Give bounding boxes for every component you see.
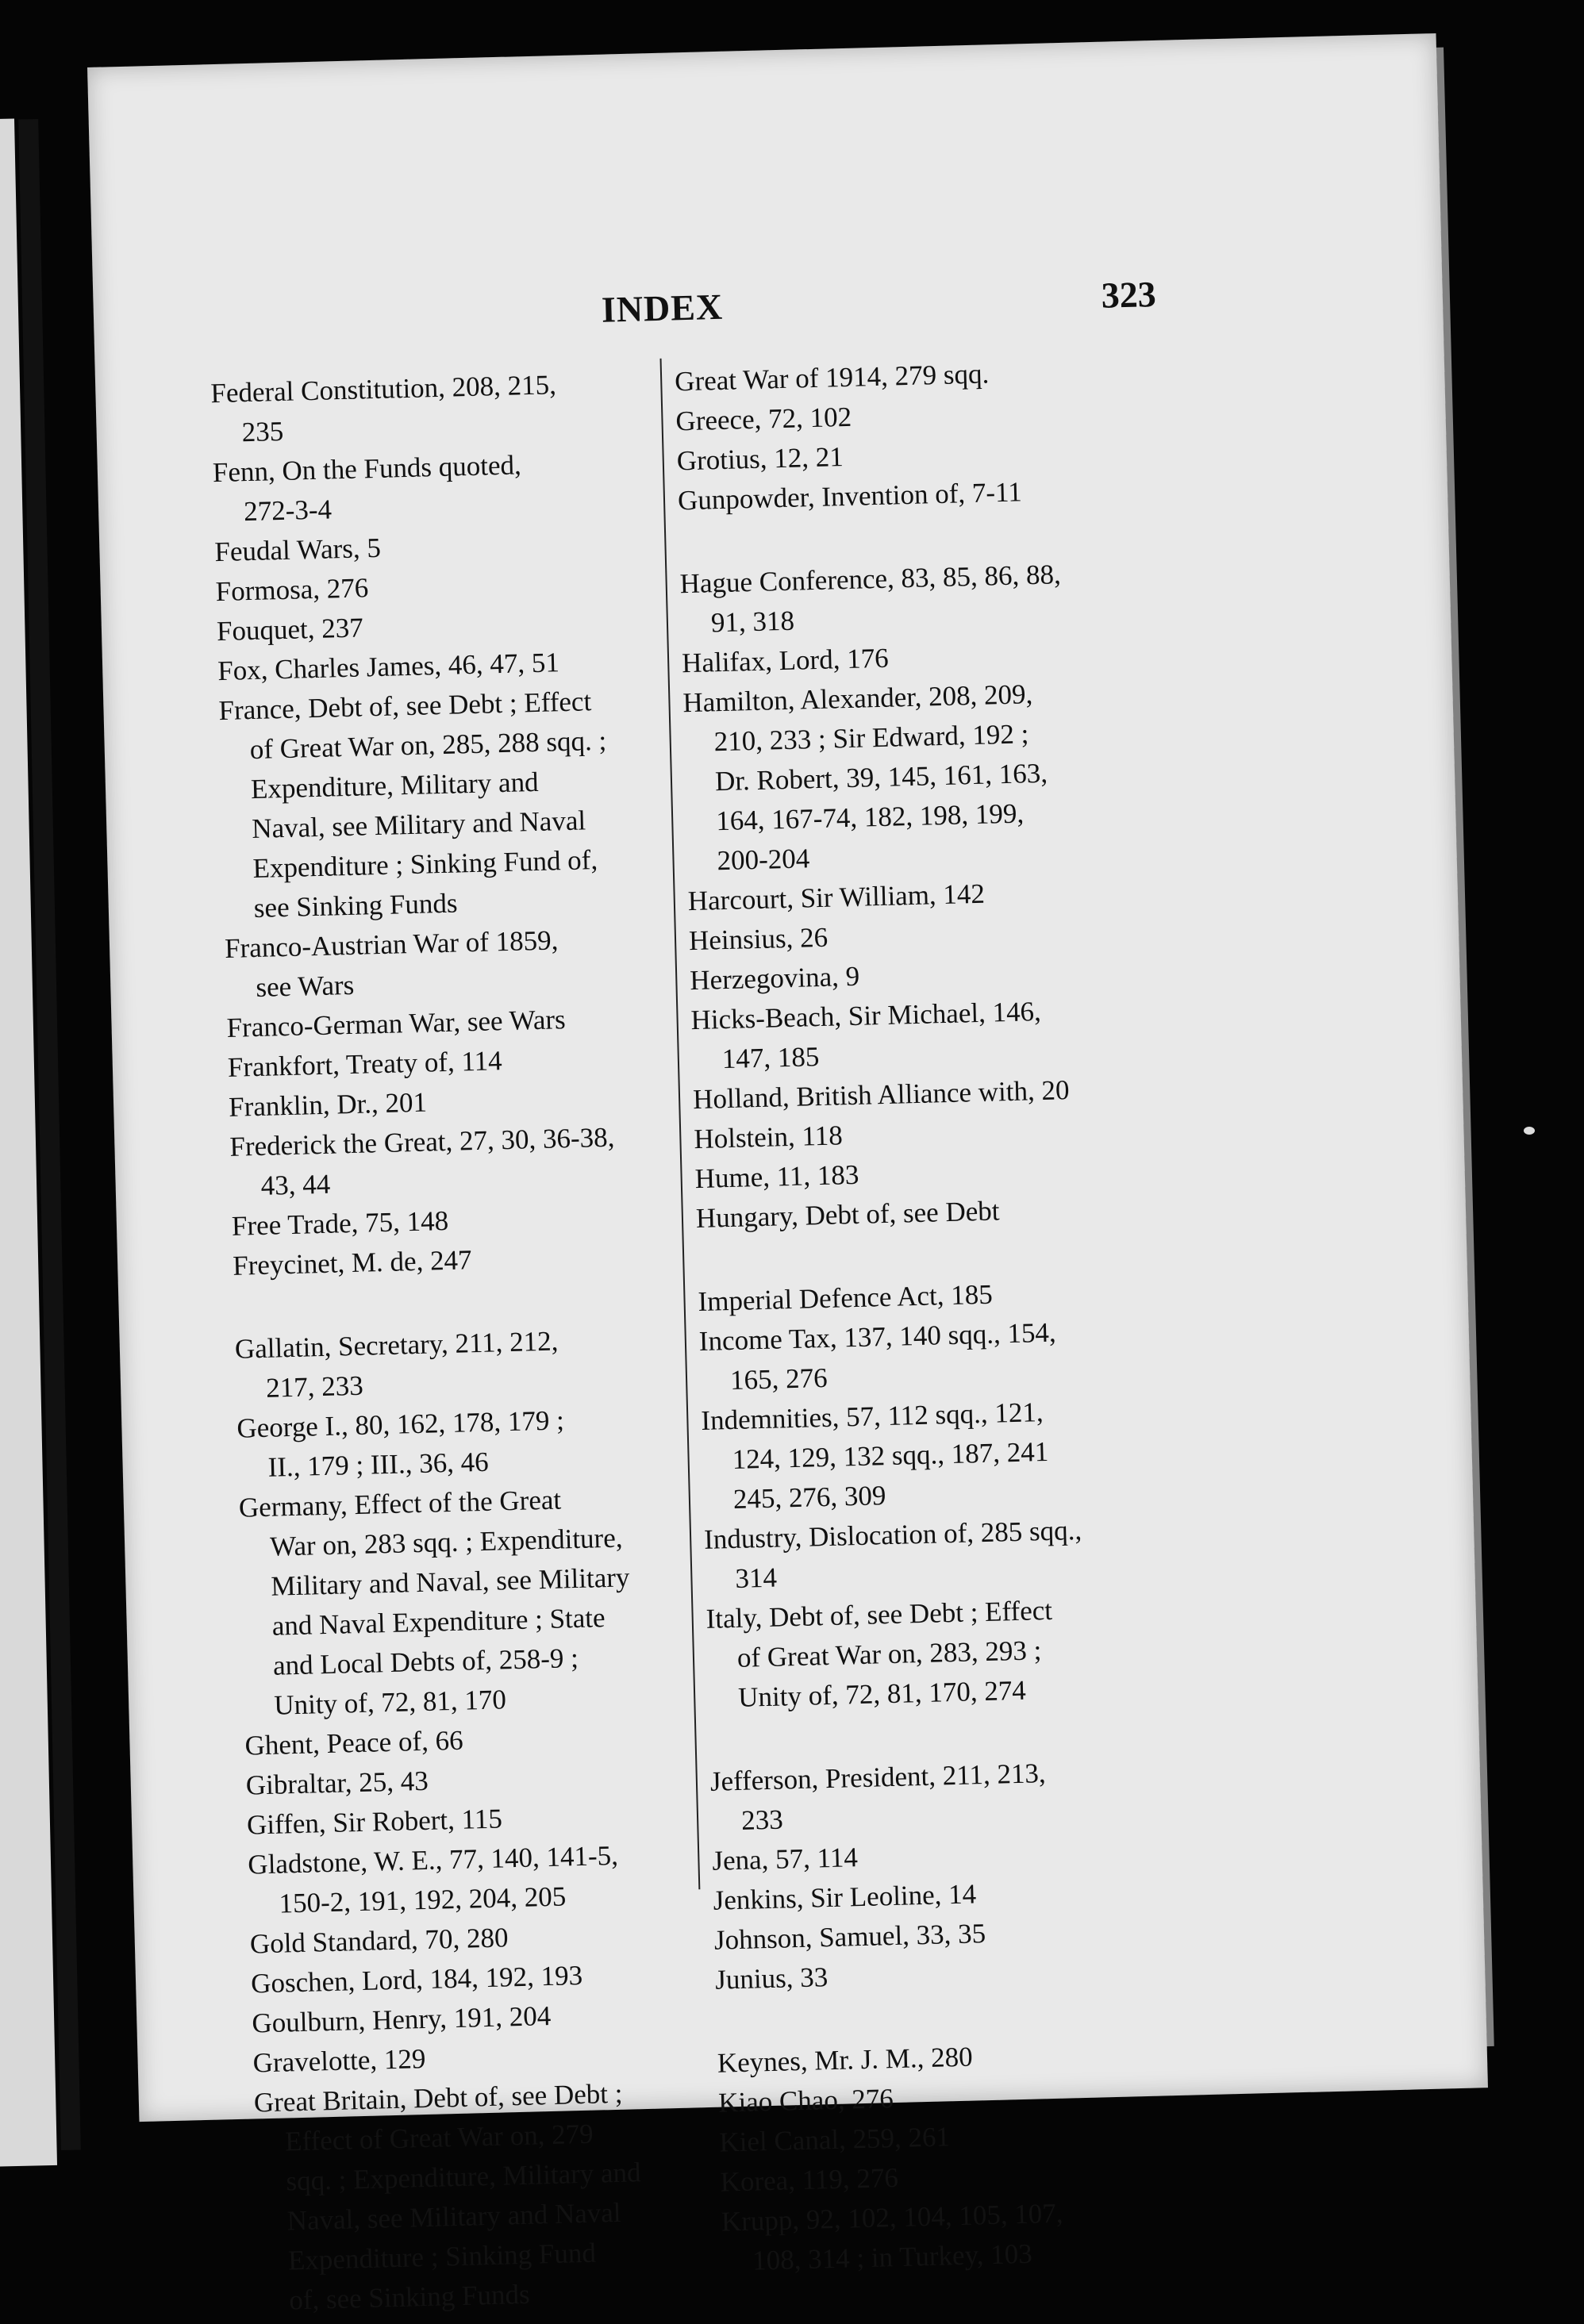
- page-number: 323: [1101, 274, 1157, 316]
- index-entry-line: War on, 283 sqq. ; Expenditure,: [269, 1522, 623, 1562]
- index-entry-line: and Local Debts of, 258-9 ;: [272, 1642, 579, 1681]
- index-entry-line: Freycinet, M. de, 247: [232, 1244, 473, 1281]
- index-entry-line: Frankfort, Treaty of, 114: [227, 1045, 503, 1083]
- index-entry: [212, 441, 690, 532]
- index-entry-line: Military and Naval, see Military: [271, 1561, 630, 1602]
- index-entry: [218, 679, 700, 929]
- index-entry-line: George I., 80, 162, 178, 179 ;: [236, 1404, 565, 1444]
- index-entry-line: Great Britain, Debt of, see Debt ;: [253, 2077, 623, 2118]
- index-entry-line: Grotius, 12, 21: [676, 441, 844, 477]
- index-entry-line: Gunpowder, Invention of, 7-11: [677, 476, 1023, 517]
- book-page: [87, 33, 1488, 2316]
- index-entry-line: 272-3-4: [243, 494, 333, 528]
- index-entry-line: Krupp, 92, 102, 104, 105, 107,: [721, 2197, 1064, 2238]
- index-entry-line: Unity of, 72, 81, 170: [273, 1684, 507, 1721]
- index-entry: [248, 1833, 725, 1924]
- index-entry-line: France, Debt of, see Debt ; Effect: [218, 686, 592, 727]
- index-entry-line: Kiel Canal, 259, 261: [718, 2121, 951, 2158]
- index-entry-line: Holstein, 118: [693, 1120, 844, 1155]
- index-entry-line: Imperial Defence Act, 185: [698, 1278, 994, 1318]
- index-entry-line: Expenditure ; Sinking Fund: [287, 2237, 597, 2276]
- index-entry-line: Johnson, Samuel, 33, 35: [713, 1918, 986, 1956]
- dust-speck: [1524, 1127, 1535, 1135]
- index-entry: [682, 671, 1163, 882]
- index-entry-line: Industry, Dislocation of, 285 sqq.,: [703, 1514, 1082, 1555]
- index-title: INDEX: [601, 286, 724, 330]
- index-entry-line: Greece, 72, 102: [675, 401, 852, 437]
- index-entry-line: Jenkins, Sir Leoline, 14: [713, 1878, 977, 1916]
- index-entry-line: Gladstone, W. E., 77, 140, 141-5,: [247, 1839, 619, 1880]
- index-entry-line: Unity of, 72, 81, 170, 274: [737, 1674, 1027, 1713]
- index-entry-line: 164, 167-74, 182, 198, 199,: [715, 797, 1025, 837]
- index-entry-line: of, see Sinking Funds: [288, 2278, 531, 2316]
- index-entry-line: Gravelotte, 129: [252, 2043, 426, 2079]
- index-entry-line: Expenditure ; Sinking Fund of,: [252, 844, 598, 885]
- index-entry-line: Heinsius, 26: [688, 921, 829, 957]
- index-entry-line: 233: [740, 1804, 784, 1836]
- index-entry-line: of Great War on, 283, 293 ;: [736, 1634, 1042, 1673]
- index-entry-line: Great War of 1914, 279 sqq.: [674, 358, 990, 398]
- index-entry-line: Fox, Charles James, 46, 47, 51: [217, 647, 560, 687]
- index-entry-line: Keynes, Mr. J. M., 280: [717, 2041, 974, 2079]
- index-entry-line: Hague Conference, 83, 85, 86, 88,: [679, 559, 1062, 600]
- index-entry-line: Ghent, Peace of, 66: [244, 1724, 464, 1761]
- index-entry-line: and Naval Expenditure ; State: [271, 1602, 606, 1642]
- index-entry-line: 314: [734, 1561, 778, 1594]
- index-entry-line: Naval, see Military and Naval: [251, 805, 586, 845]
- index-entry: [236, 1397, 714, 1489]
- index-entry-line: Fenn, On the Funds quoted,: [212, 449, 522, 489]
- index-entry-line: II., 179 ; III., 36, 46: [267, 1446, 490, 1483]
- index-entry-line: see Sinking Funds: [253, 887, 458, 924]
- index-entry-line: Hicks-Beach, Sir Michael, 146,: [690, 995, 1042, 1036]
- index-entry-line: Feudal Wars, 5: [214, 532, 382, 568]
- index-entry-line: Income Tax, 137, 140 sqq., 154,: [698, 1316, 1057, 1358]
- index-entry-line: Halifax, Lord, 176: [681, 642, 890, 679]
- index-column-right: [675, 350, 1199, 2281]
- index-entry-line: Franco-German War, see Wars: [226, 1004, 567, 1043]
- index-entry-line: 43, 44: [260, 1168, 331, 1201]
- index-entry-line: Franco-Austrian War of 1859,: [224, 924, 559, 964]
- index-entry-line: Formosa, 276: [215, 572, 369, 608]
- index-entry-line: Herzegovina, 9: [689, 960, 860, 997]
- index-entry-line: Dr. Robert, 39, 145, 161, 163,: [714, 757, 1048, 797]
- index-entry-line: Junius, 33: [714, 1961, 829, 1996]
- index-entry-line: Jefferson, President, 211, 213,: [709, 1757, 1047, 1797]
- index-entry-line: 200-204: [717, 843, 810, 877]
- index-entry-line: Free Trade, 75, 148: [231, 1204, 449, 1242]
- index-entry-line: Holland, British Alliance with, 20: [692, 1074, 1070, 1116]
- index-entry: [709, 1750, 1187, 1842]
- index-entry-line: 108, 314 ; in Turkey, 103: [752, 2238, 1033, 2276]
- index-entry: [253, 2071, 735, 2321]
- index-entry-line: Effect of Great War on, 279: [284, 2118, 594, 2157]
- index-entry-line: 150-2, 191, 192, 204, 205: [279, 1880, 567, 1919]
- index-entry-line: Hume, 11, 183: [694, 1158, 859, 1195]
- index-entry-line: Franklin, Dr., 201: [228, 1086, 428, 1123]
- index-entry-line: Goschen, Lord, 184, 192, 193: [250, 1959, 583, 1999]
- index-entry-line: 165, 276: [729, 1362, 829, 1396]
- index-entry-line: Federal Constitution, 208, 215,: [210, 369, 557, 409]
- index-entry-line: Kiao Chao, 276: [717, 2083, 894, 2118]
- index-entry-line: Expenditure, Military and: [250, 766, 540, 805]
- index-entry-line: Italy, Debt of, see Debt ; Effect: [705, 1594, 1053, 1634]
- index-entry-line: Hamilton, Alexander, 208, 209,: [682, 678, 1033, 719]
- index-entry: [704, 1508, 1182, 1600]
- index-entry-line: Jena, 57, 114: [711, 1842, 859, 1876]
- index-entry-line: 245, 276, 309: [732, 1480, 886, 1515]
- index-entry: [690, 989, 1168, 1080]
- index-entry-line: Naval, see Military and Naval: [286, 2196, 621, 2237]
- index-entry: [210, 362, 688, 453]
- index-entry-line: 210, 233 ; Sir Edward, 192 ;: [713, 718, 1029, 758]
- index-entry-line: Indemnities, 57, 112 sqq., 121,: [700, 1396, 1044, 1436]
- index-entry-line: sqq. ; Expenditure, Military and: [285, 2157, 641, 2197]
- index-entry: [705, 1588, 1185, 1719]
- index-entry: [225, 917, 702, 1008]
- index-entry-line: see Wars: [255, 969, 355, 1003]
- index-entry: [234, 1318, 712, 1409]
- index-entry-line: Gibraltar, 25, 43: [245, 1765, 429, 1801]
- index-entry: [701, 1389, 1180, 1520]
- index-entry-line: Giffen, Sir Robert, 115: [246, 1803, 503, 1841]
- index-entry-line: 235: [241, 415, 284, 448]
- index-entry-line: Goulburn, Henry, 191, 204: [251, 2000, 552, 2039]
- index-entry: [229, 1116, 707, 1207]
- index-entry-line: Fouquet, 237: [216, 612, 364, 647]
- index-entry-line: Korea, 119, 276: [720, 2162, 899, 2198]
- index-entry-line: Hungary, Debt of, see Debt: [695, 1195, 1000, 1235]
- index-entry: [721, 2190, 1198, 2281]
- index-entry-line: Harcourt, Sir William, 142: [687, 878, 986, 917]
- index-entry-line: Frederick the Great, 27, 30, 36-38,: [229, 1121, 615, 1162]
- page-header: [93, 267, 1443, 349]
- index-entry-line: 91, 318: [710, 605, 795, 639]
- index-entry: [238, 1477, 720, 1727]
- index-entry-line: 217, 233: [265, 1369, 364, 1404]
- index-entry-line: Gold Standard, 70, 280: [249, 1922, 509, 1960]
- index-entry-line: 124, 129, 132 sqq., 187, 241: [732, 1435, 1049, 1475]
- index-entry-line: Gallatin, Secretary, 211, 212,: [234, 1325, 559, 1365]
- index-entry: [698, 1310, 1176, 1401]
- index-column-left: [210, 362, 736, 2321]
- index-entry-line: 147, 185: [721, 1041, 820, 1075]
- index-entry-line: of Great War on, 285, 288 sqq. ;: [249, 724, 607, 766]
- index-entry: [679, 552, 1157, 643]
- index-entry-line: Germany, Effect of the Great: [238, 1484, 562, 1523]
